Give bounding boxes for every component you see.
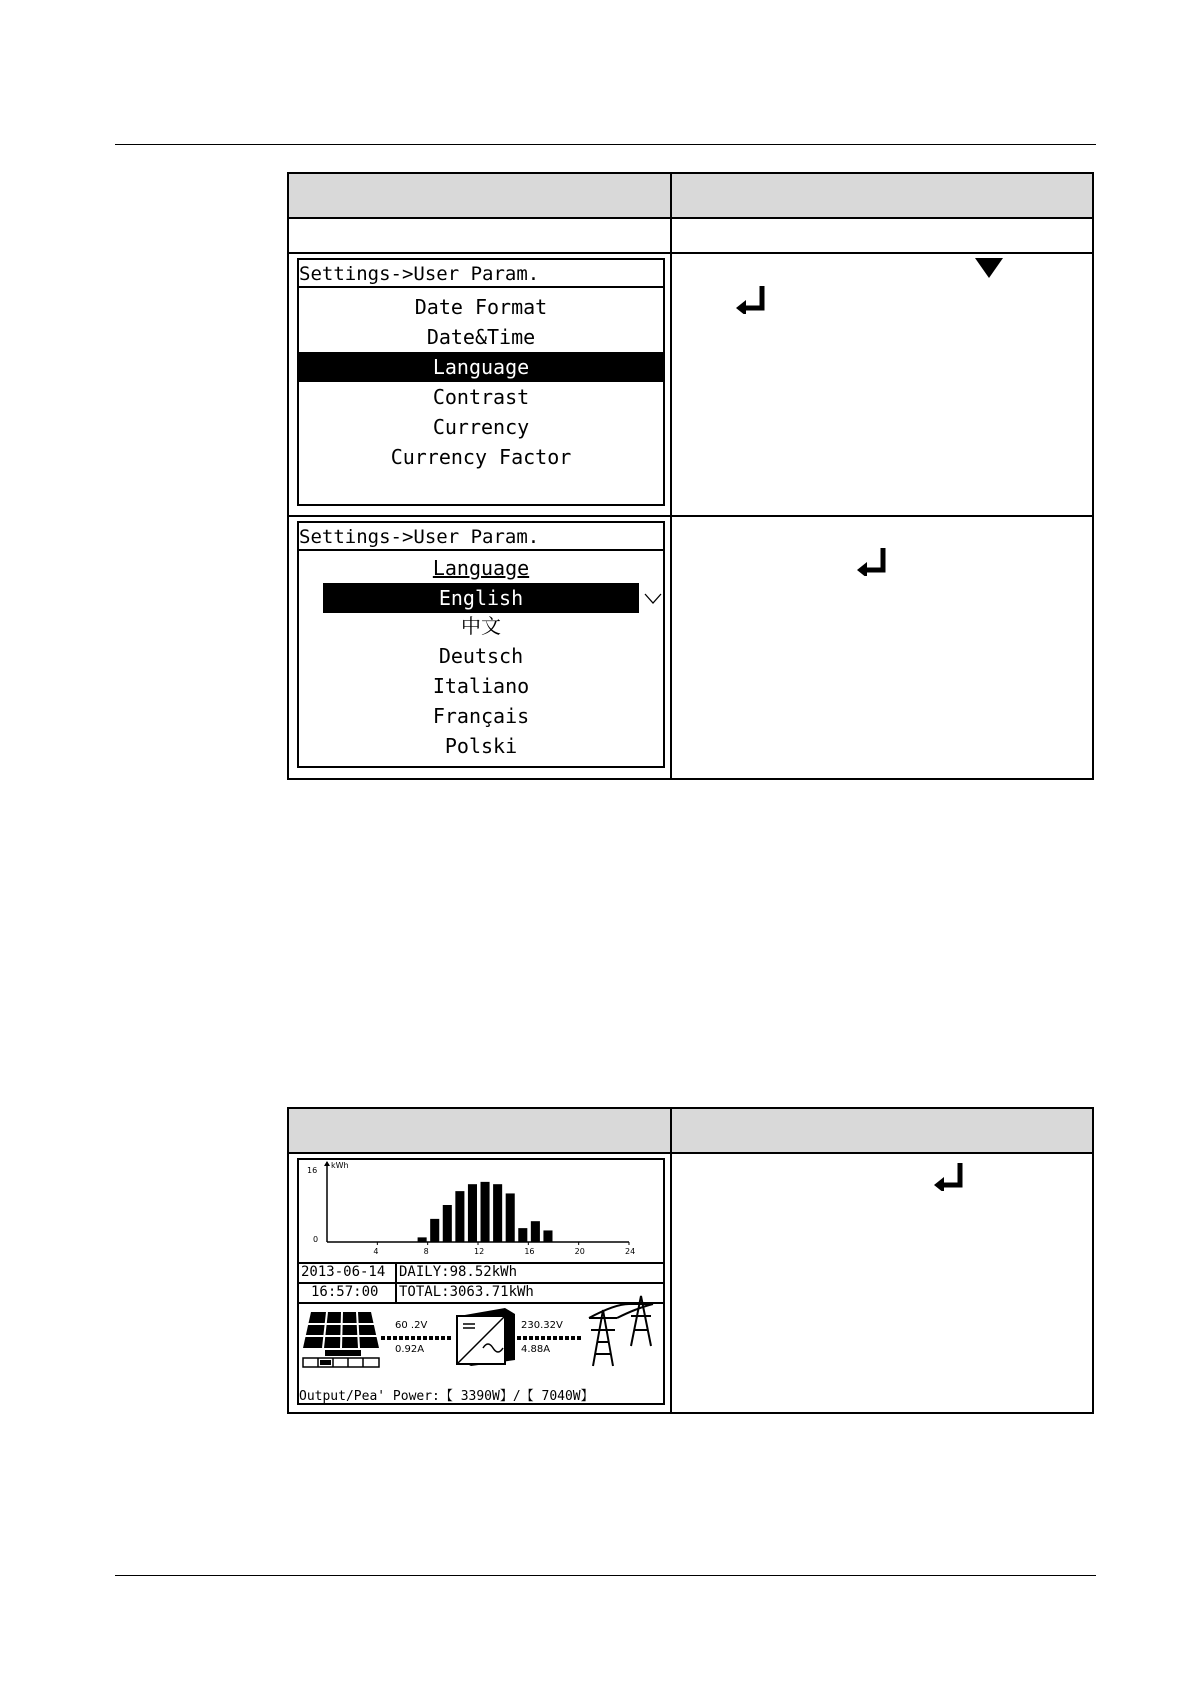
energy-bar [518, 1228, 527, 1242]
row-divider [289, 515, 1092, 517]
language-option-francais[interactable]: Français [432, 704, 530, 728]
ac-flow-arrow [517, 1334, 583, 1342]
menu-item-contrast[interactable]: Contrast [432, 385, 530, 409]
dc-flow-arrow [381, 1334, 451, 1342]
menu-item-date-time[interactable]: Date&Time [426, 325, 536, 349]
language-option-polski[interactable]: Polski [444, 734, 518, 758]
language-option-deutsch[interactable]: Deutsch [438, 644, 524, 668]
solar-panel-icon [301, 1308, 381, 1368]
energy-bar [481, 1182, 490, 1242]
x-tick-label: 12 [474, 1247, 485, 1256]
language-option-english-selected[interactable]: English [323, 583, 639, 613]
x-tick-label: 24 [625, 1247, 636, 1256]
header-rule [115, 144, 1096, 145]
pv-current: 0.92A [395, 1344, 425, 1355]
enter-icon [736, 284, 768, 314]
row-divider [289, 217, 1092, 219]
energy-bar [418, 1237, 427, 1242]
energy-bar [430, 1219, 439, 1242]
down-arrow-icon [975, 258, 1003, 280]
inverter-icon [453, 1306, 519, 1368]
power-grid-tower-icon [581, 1290, 661, 1370]
menu-item-currency[interactable]: Currency [432, 415, 530, 439]
menu-item-date-format[interactable]: Date Format [414, 295, 548, 319]
x-tick-label: 8 [423, 1247, 429, 1256]
row-divider [289, 252, 1092, 254]
energy-bar [543, 1230, 552, 1242]
menu-item-language-selected[interactable]: Language [299, 352, 663, 382]
grid-voltage: 230.32V [521, 1320, 563, 1331]
footer-rule [115, 1575, 1096, 1576]
lcd-screen-language [297, 521, 665, 768]
menu-item-currency-factor[interactable]: Currency Factor [390, 445, 572, 469]
lcd-screen-user-param [297, 258, 665, 506]
y-axis-arrow [324, 1161, 330, 1166]
enter-icon [857, 546, 889, 576]
row-divider [289, 1152, 1092, 1154]
energy-bar [531, 1221, 540, 1242]
table-header-row [289, 1109, 1092, 1152]
language-option-italiano[interactable]: Italiano [432, 674, 530, 698]
x-tick-label: 20 [574, 1247, 585, 1256]
table-header-row [289, 174, 1092, 217]
energy-bar [493, 1184, 502, 1242]
x-tick-label: 4 [373, 1247, 379, 1256]
daily-energy-value: DAILY:98.52kWh [399, 1264, 518, 1280]
screen-title: Settings->User Param. [299, 260, 663, 288]
energy-bar [455, 1191, 464, 1242]
x-tick-label: 16 [524, 1247, 535, 1256]
chevron-down-icon [644, 593, 662, 605]
total-energy-value: TOTAL:3063.71kWh [399, 1284, 534, 1300]
screen-title: Settings->User Param. [299, 523, 663, 551]
energy-bar [443, 1205, 452, 1242]
column-divider [670, 174, 672, 778]
y-tick-label: 16 [307, 1166, 318, 1175]
y-tick-label: 0 [313, 1235, 319, 1244]
date-value: 2013-06-14 [301, 1264, 386, 1280]
y-axis-label: kWh [331, 1161, 349, 1170]
output-peak-power: Output/Pea' Power:【 3390W】/【 7040W】 [299, 1389, 594, 1404]
language-option-chinese[interactable]: 中文 [461, 614, 501, 638]
time-value: 16:57:00 [311, 1284, 379, 1300]
grid-current: 4.88A [521, 1344, 551, 1355]
energy-bar [506, 1193, 515, 1242]
enter-icon [934, 1161, 966, 1191]
column-divider [670, 1109, 672, 1412]
pv-voltage: 60 .2V [395, 1320, 428, 1331]
language-heading-text: Language [432, 556, 530, 580]
lcd-screen-main [297, 1158, 665, 1405]
language-heading [299, 553, 663, 583]
stats-column-divider [395, 1262, 397, 1302]
energy-bar [468, 1184, 477, 1242]
daily-energy-chart [299, 1160, 663, 1262]
